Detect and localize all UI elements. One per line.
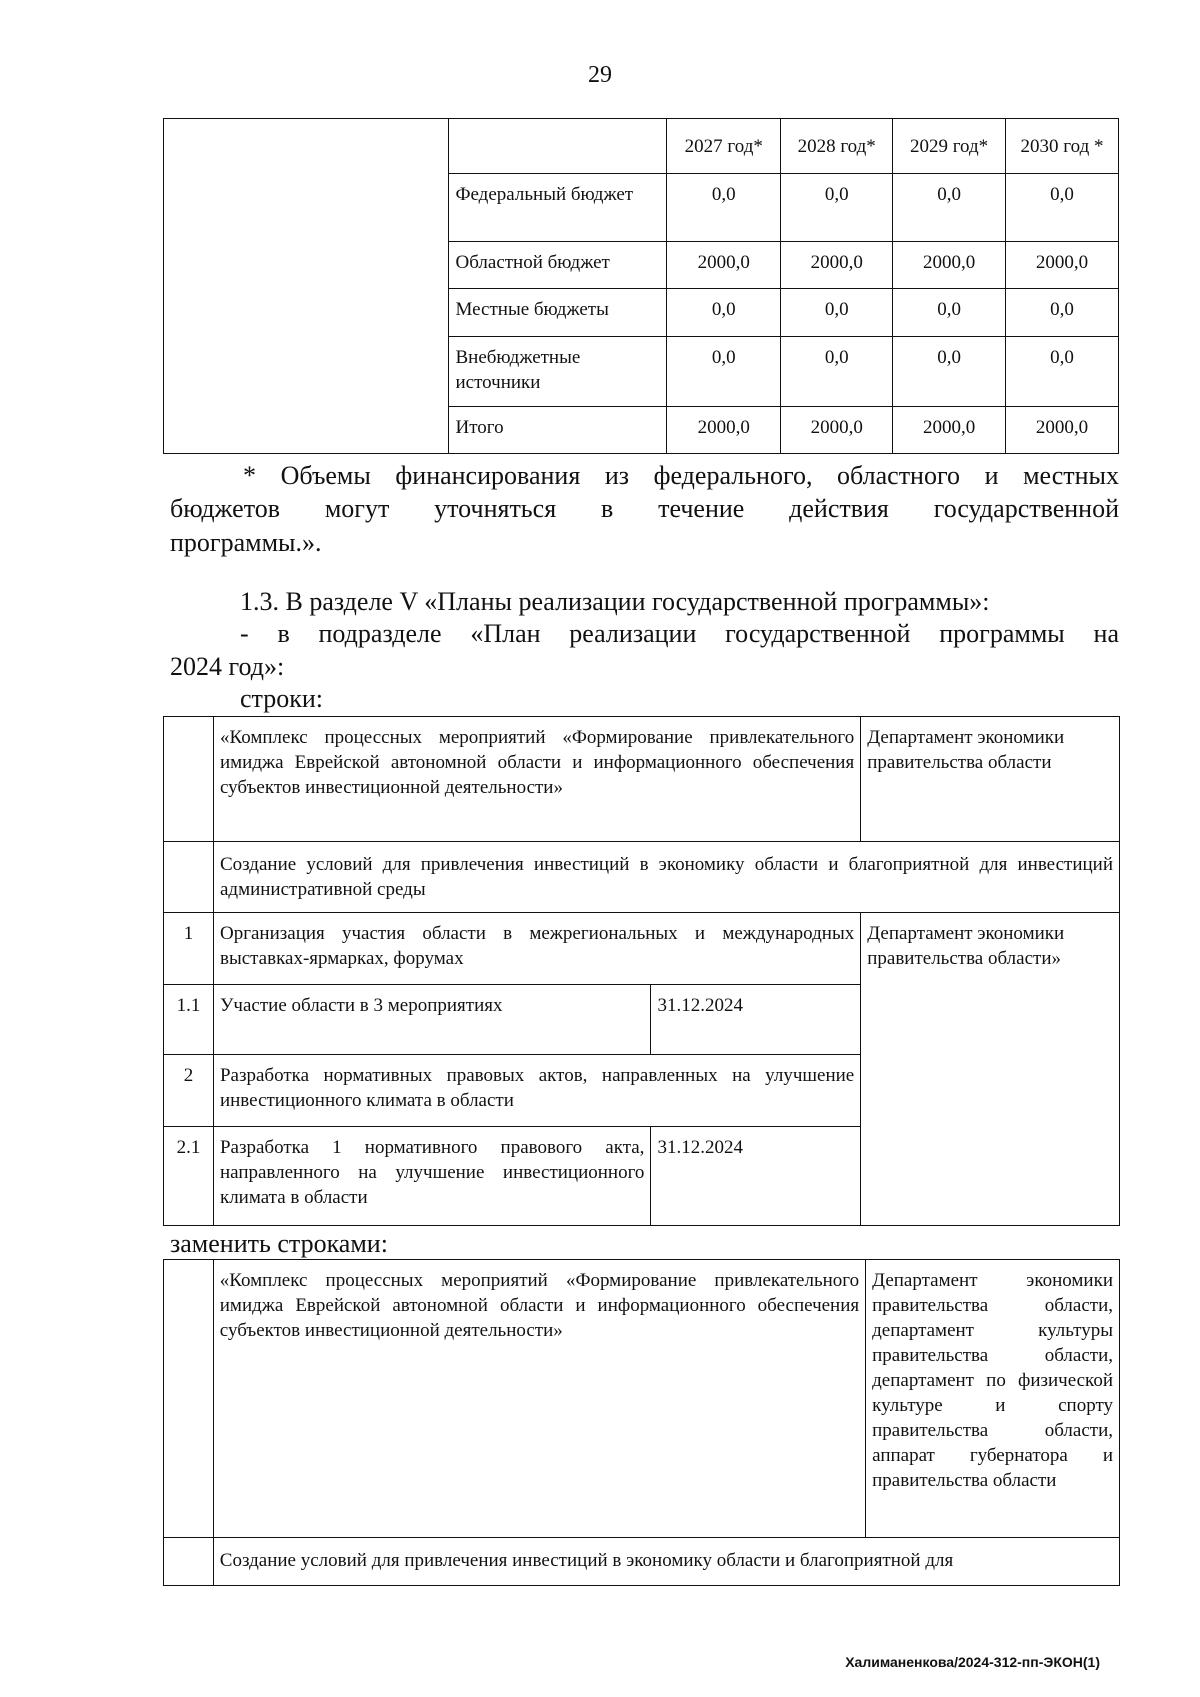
complex-responsible: Департамент экономики правительства области	[861, 717, 1120, 842]
goal-row	[164, 1538, 1120, 1586]
row-label: Внебюджетные источники	[449, 337, 667, 407]
complex-row	[164, 717, 1120, 842]
plan-table-old	[163, 716, 1120, 1226]
plan-table-new	[163, 1259, 1120, 1586]
row-label: Областной бюджет	[449, 242, 667, 289]
goal-text: Создание условий для привлечения инвестиций в экономику области и благоприятной для инвестиций административной среды	[213, 842, 1119, 913]
value-cell: 2000,0	[781, 242, 893, 289]
year-header: 2029 год*	[893, 119, 1006, 174]
item-number: 1.1	[164, 985, 214, 1055]
item-text: Разработка 1 нормативного правового акта, направленного на улучшение инвестиционного климата в области	[213, 1127, 650, 1226]
year-header: 2030 год *	[1006, 119, 1119, 174]
value-cell: 2000,0	[1006, 242, 1119, 289]
value-cell: 0,0	[781, 337, 893, 407]
finance-table-corner	[449, 119, 667, 174]
num-cell	[164, 717, 214, 842]
complex-row	[164, 1260, 1120, 1538]
value-cell: 0,0	[781, 174, 893, 242]
item-text: Разработка нормативных правовых актов, направленных на улучшение инвестиционного климата в области	[213, 1055, 860, 1127]
item-date: 31.12.2024	[651, 1127, 861, 1226]
footnote-line-3: программы.».	[170, 528, 322, 557]
finance-table	[163, 118, 1119, 454]
replace-label: заменить строками:	[170, 1229, 388, 1258]
value-cell: 0,0	[781, 289, 893, 337]
item-number: 2.1	[164, 1127, 214, 1226]
subsection-line-1: - в подразделе «План реализации государственной программы на	[240, 619, 1119, 648]
goal-text: Создание условий для привлечения инвестиций в экономику области и благоприятной для	[213, 1538, 1119, 1586]
footnote-line-1: * Объемы финансирования из федерального, областного и местных	[243, 461, 1119, 490]
rows-label: строки:	[240, 684, 323, 713]
value-cell: 2000,0	[667, 407, 781, 454]
value-cell: 0,0	[667, 174, 781, 242]
value-cell: 0,0	[893, 289, 1006, 337]
value-cell: 0,0	[1006, 289, 1119, 337]
row-label: Местные бюджеты	[449, 289, 667, 337]
num-cell	[164, 1260, 214, 1538]
section-heading: 1.3. В разделе V «Планы реализации государственной программы»:	[240, 587, 990, 616]
year-header: 2028 год*	[781, 119, 893, 174]
finance-table-left-blank	[164, 119, 449, 454]
value-cell: 0,0	[893, 174, 1006, 242]
value-cell: 0,0	[1006, 174, 1119, 242]
item-text: Участие области в 3 мероприятиях	[213, 985, 650, 1055]
complex-responsible: Департамент экономики правительства области, департамент культуры правительства области, департамент по физической культуре и спорту правительства области, аппарат губернатора и правительства области	[866, 1260, 1120, 1538]
value-cell: 0,0	[667, 337, 781, 407]
page-number: 29	[588, 62, 612, 88]
table-row	[164, 913, 1120, 985]
value-cell: 0,0	[893, 337, 1006, 407]
value-cell: 2000,0	[781, 407, 893, 454]
item-responsible: Департамент экономики правительства области»	[861, 913, 1120, 1226]
item-text: Организация участия области в межрегиональных и международных выставках-ярмарках, форумах	[213, 913, 860, 985]
value-cell: 2000,0	[893, 242, 1006, 289]
row-label: Итого	[449, 407, 667, 454]
num-cell	[164, 842, 214, 913]
complex-title: «Комплекс процессных мероприятий «Формирование привлекательного имиджа Еврейской автономной области и информационного обеспечения субъектов инвестиционной деятельности»	[213, 717, 860, 842]
document-code: Халиманенкова/2024-312-пп-ЭКОН(1)	[845, 1654, 1100, 1670]
complex-title: «Комплекс процессных мероприятий «Формирование привлекательного имиджа Еврейской автономной области и информационного обеспечения субъектов инвестиционной деятельности»	[213, 1260, 865, 1538]
value-cell: 2000,0	[893, 407, 1006, 454]
goal-row	[164, 842, 1120, 913]
item-number: 1	[164, 913, 214, 985]
value-cell: 2000,0	[1006, 407, 1119, 454]
row-label: Федеральный бюджет	[449, 174, 667, 242]
subsection-line-2: 2024 год»:	[170, 652, 285, 681]
item-date: 31.12.2024	[651, 985, 861, 1055]
footnote-line-2: бюджетов могут уточняться в течение действия государственной	[170, 494, 1119, 523]
num-cell	[164, 1538, 214, 1586]
value-cell: 0,0	[1006, 337, 1119, 407]
year-header: 2027 год*	[667, 119, 781, 174]
value-cell: 2000,0	[667, 242, 781, 289]
item-number: 2	[164, 1055, 214, 1127]
value-cell: 0,0	[667, 289, 781, 337]
